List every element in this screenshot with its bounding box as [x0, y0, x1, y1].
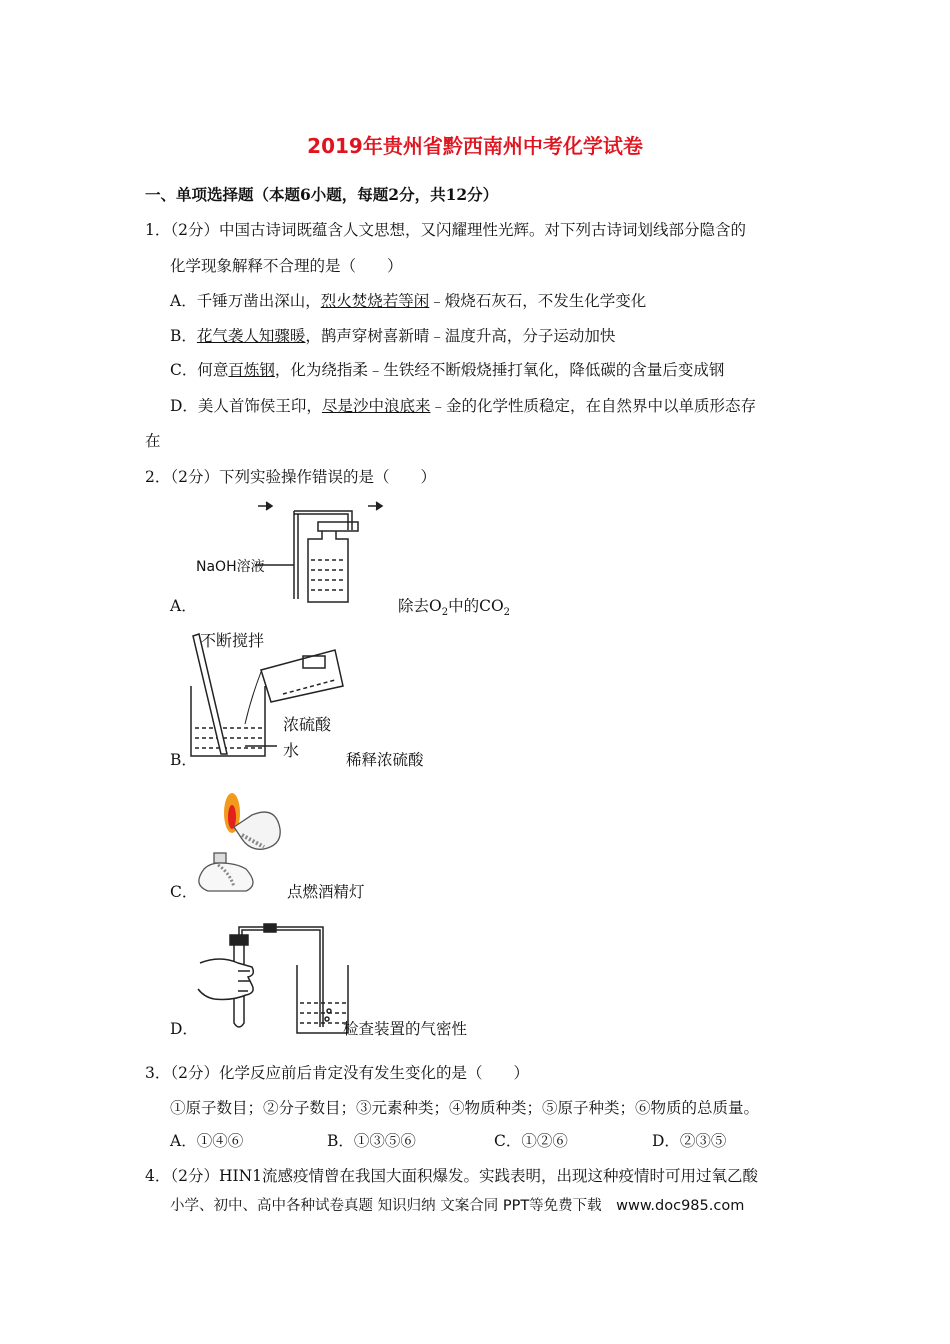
q1-option-d: D．美人首饰侯王印，尽是沙中浪底来﹣金的化学性质稳定，在自然界中以单质形态存: [170, 397, 756, 415]
q2-option-d-caption: 检查装置的气密性: [343, 1020, 468, 1038]
q2-option-c-letter: C．: [170, 883, 198, 901]
q3-option-c: C．①②⑥: [494, 1132, 568, 1150]
footer-text: 小学、初中、高中各种试卷真题 知识归纳 文案合同 PPT等免费下载 www.doc985.com: [170, 1198, 745, 1214]
q3-stem: 3．（2分）化学反应前后肯定没有发生变化的是（ ）: [145, 1064, 529, 1082]
q2-option-b-caption: 稀释浓硫酸: [346, 751, 424, 769]
q1-stem-line2: 化学现象解释不合理的是（ ）: [170, 257, 403, 275]
q2-option-d-letter: D．: [170, 1020, 198, 1038]
q1-option-d-continued: 在: [145, 432, 161, 450]
page-title: 2019年贵州省黔西南州中考化学试卷: [307, 134, 643, 158]
q2-option-b-letter: B．: [170, 751, 197, 769]
q3-option-a: A．①④⑥: [170, 1132, 244, 1150]
q1-option-c: C．何意百炼钢，化为绕指柔﹣生铁经不断煅烧捶打氧化，降低碳的含量后变成钢: [170, 361, 725, 379]
q2-option-a-caption: 除去$O_2$中的$CO_2$: [398, 597, 511, 619]
airtightness-check-diagram: [190, 915, 355, 1040]
q1-option-b: B．花气袭人知骤暖，鹊声穿树喜新晴﹣温度升高，分子运动加快: [170, 327, 616, 345]
water-label: 水: [283, 741, 300, 760]
alcohol-lamp-diagram: [190, 787, 285, 897]
q2-stem: 2．（2分）下列实验操作错误的是（ ）: [145, 468, 436, 486]
acid-label: 浓硫酸: [283, 715, 332, 734]
q1-stem-line1: 1．（2分）中国古诗词既蕴含人文思想，又闪耀理性光辉。对下列古诗词划线部分隐含的: [145, 221, 746, 239]
q3-option-d: D．②③⑤: [652, 1132, 727, 1150]
naoh-label: NaOH溶液: [196, 559, 265, 575]
stir-label: 不断搅拌: [200, 631, 265, 650]
q2-option-c-caption: 点燃酒精灯: [287, 883, 365, 901]
q1-option-a: A．千锤万凿出深山，烈火焚烧若等闲﹣煅烧石灰石，不发生化学变化: [170, 292, 647, 310]
q2-option-a-letter: A．: [170, 597, 197, 615]
q3-option-b: B．①③⑤⑥: [327, 1132, 416, 1150]
section-heading: 一、单项选择题（本题6小题，每题2分，共12分）: [145, 185, 499, 204]
q3-items: ①原子数目；②分子数目；③元素种类；④物质种类；⑤原子种类；⑥物质的总质量。: [170, 1099, 760, 1117]
q4-stem: 4．（2分）HIN1流感疫情曾在我国大面积爆发。实践表明，出现这种疫情时可用过氧乙酸: [145, 1167, 759, 1185]
gas-washing-bottle-diagram: [190, 494, 395, 609]
